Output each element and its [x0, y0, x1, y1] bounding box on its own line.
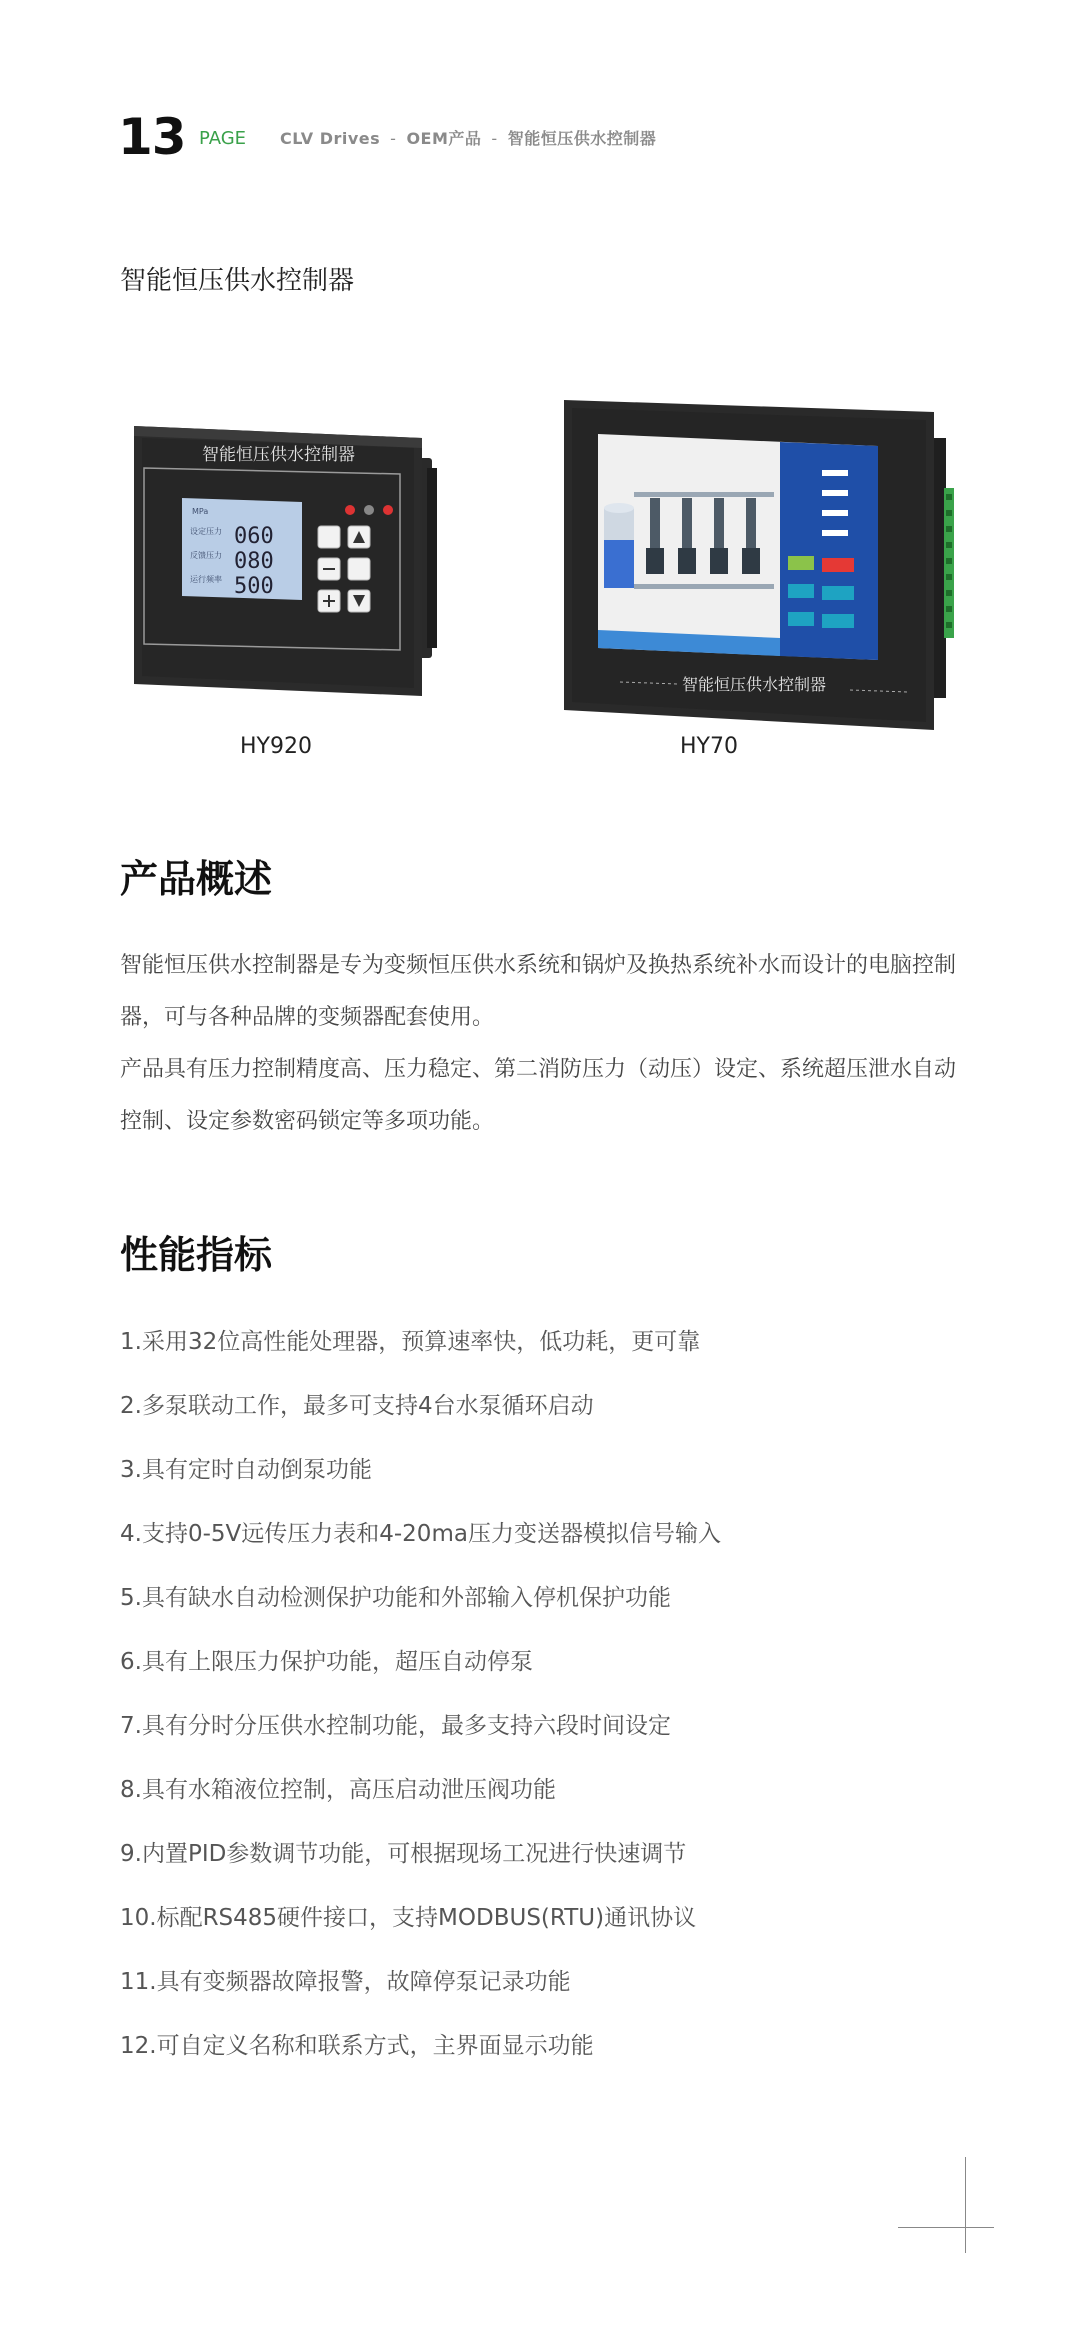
svg-text:设定压力: 设定压力 — [190, 527, 222, 536]
hy70-touchscreen-image — [560, 398, 960, 736]
device-caption-hy70: HY70 — [680, 734, 738, 759]
overview-paragraph: 产品具有压力控制精度高、压力稳定、第二消防压力（动压）设定、系统超压泄水自动控制、设定参数密码锁定等多项功能。 — [120, 1057, 957, 1134]
hy70-panel-title: 智能恒压供水控制器 — [682, 675, 827, 694]
specs-heading: 性能指标 — [120, 1233, 273, 1277]
breadcrumb-item-product[interactable]: 智能恒压供水控制器 — [507, 129, 657, 148]
device-caption-hy920: HY920 — [240, 734, 312, 759]
lcd-value-2: 080 — [234, 549, 274, 574]
breadcrumb: CLV Drives - OEM产品 - 智能恒压供水控制器 — [280, 129, 657, 148]
spec-item: 9.内置PID参数调节功能，可根据现场工况进行快速调节 — [120, 1841, 687, 1867]
spec-item: 6.具有上限压力保护功能，超压自动停泵 — [120, 1649, 533, 1675]
spec-item: 5.具有缺水自动检测保护功能和外部输入停机保护功能 — [120, 1585, 671, 1611]
overview-heading: 产品概述 — [120, 857, 273, 901]
spec-item: 11.具有变频器故障报警，故障停泵记录功能 — [120, 1969, 571, 1995]
overview-paragraph: 智能恒压供水控制器是专为变频恒压供水系统和锅炉及换热系统补水而设计的电脑控制器，可与各种品牌的变频器配套使用。 — [120, 953, 957, 1030]
specs-list — [120, 1316, 980, 2084]
svg-text:运行频率: 运行频率 — [190, 575, 222, 584]
hy920-controller-image — [122, 418, 452, 708]
minus-icon — [323, 568, 335, 570]
overview-body — [120, 940, 970, 1148]
plus-icon — [328, 595, 330, 607]
breadcrumb-item-oem[interactable]: OEM产品 — [406, 129, 482, 148]
spec-item: 8.具有水箱液位控制，高压启动泄压阀功能 — [120, 1777, 556, 1803]
svg-text:MPa: MPa — [192, 507, 209, 516]
page-number: 13 — [118, 108, 186, 166]
spec-item: 10.标配RS485硬件接口，支持MODBUS(RTU)通讯协议 — [120, 1905, 697, 1931]
svg-text:反馈压力: 反馈压力 — [190, 551, 222, 560]
spec-item: 4.支持0-5V远传压力表和4-20ma压力变送器模拟信号输入 — [120, 1521, 721, 1547]
lcd-value-3: 500 — [234, 574, 274, 599]
lcd-value-1: 060 — [234, 524, 274, 549]
corner-mark-vertical — [965, 2157, 966, 2253]
spec-item: 3.具有定时自动倒泵功能 — [120, 1457, 372, 1483]
hy920-panel-title: 智能恒压供水控制器 — [202, 445, 355, 465]
spec-item: 2.多泵联动工作，最多可支持4台水泵循环启动 — [120, 1393, 594, 1419]
spec-item: 7.具有分时分压供水控制功能，最多支持六段时间设定 — [120, 1713, 671, 1739]
breadcrumb-item-brand[interactable]: CLV Drives — [280, 129, 381, 148]
page-label: PAGE — [199, 128, 247, 149]
product-title: 智能恒压供水控制器 — [120, 266, 355, 296]
spec-item: 12.可自定义名称和联系方式，主界面显示功能 — [120, 2033, 594, 2059]
spec-item: 1.采用32位高性能处理器，预算速率快，低功耗，更可靠 — [120, 1329, 701, 1355]
corner-mark-horizontal — [898, 2227, 994, 2228]
